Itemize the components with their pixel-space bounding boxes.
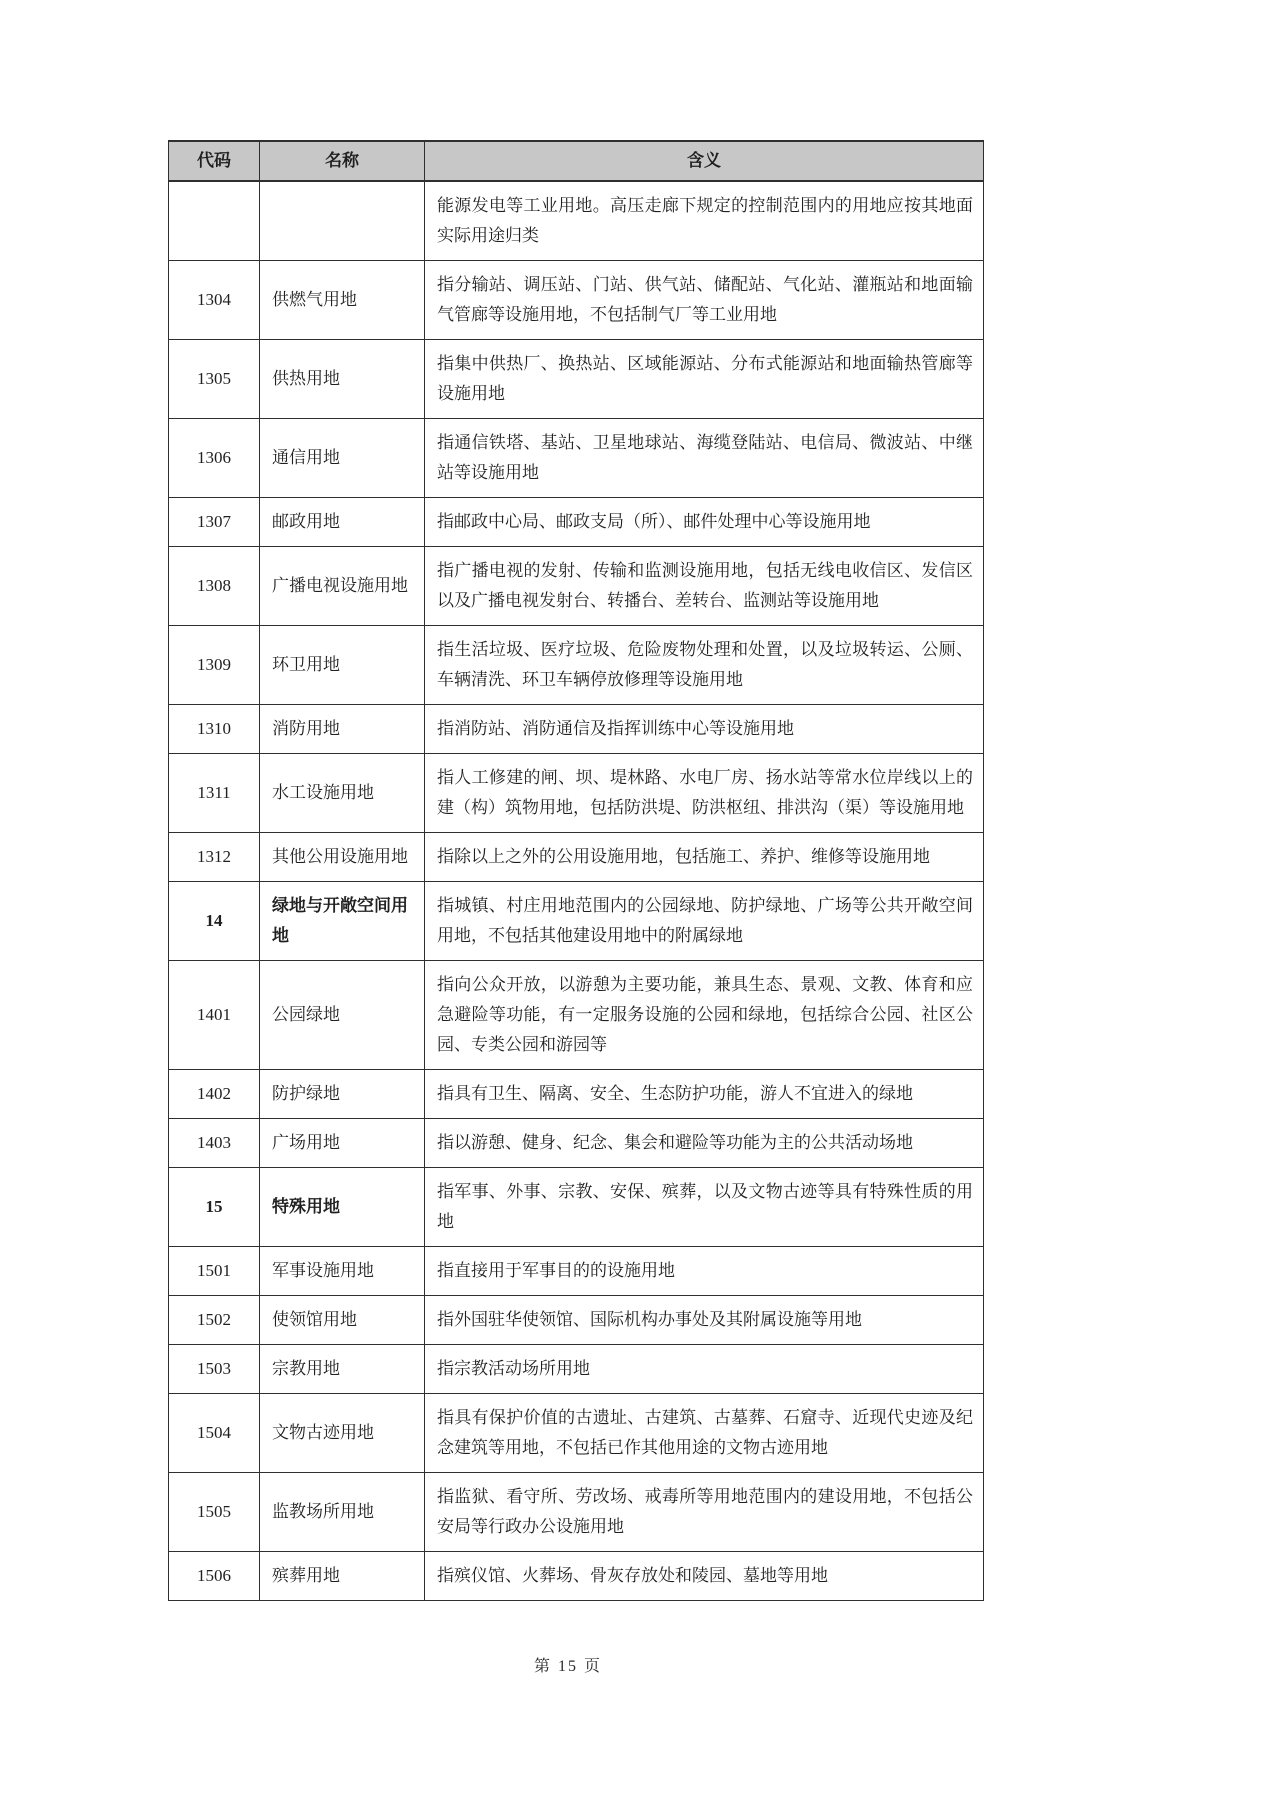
table-row bbox=[169, 961, 984, 1070]
meaning-cell: 指直接用于军事目的的设施用地 bbox=[425, 1247, 984, 1296]
code-cell: 1403 bbox=[169, 1119, 260, 1168]
code-cell: 1310 bbox=[169, 705, 260, 754]
code-cell: 1305 bbox=[169, 340, 260, 419]
table-row bbox=[169, 498, 984, 547]
table-row bbox=[169, 1070, 984, 1119]
table-header bbox=[169, 141, 984, 181]
page-number-footer: 第 15 页 bbox=[533, 1658, 602, 1675]
table-row bbox=[169, 340, 984, 419]
name-cell: 消防用地 bbox=[260, 705, 425, 754]
code-cell: 1505 bbox=[169, 1473, 260, 1552]
meaning-cell: 指殡仪馆、火葬场、骨灰存放处和陵园、墓地等用地 bbox=[425, 1552, 984, 1601]
table-body bbox=[169, 181, 984, 1601]
meaning-cell: 指广播电视的发射、传输和监测设施用地，包括无线电收信区、发信区以及广播电视发射台、转播台、差转台、监测站等设施用地 bbox=[425, 547, 984, 626]
meaning-cell: 指军事、外事、宗教、安保、殡葬，以及文物古迹等具有特殊性质的用地 bbox=[425, 1168, 984, 1247]
name-cell: 供热用地 bbox=[260, 340, 425, 419]
table-row bbox=[169, 1247, 984, 1296]
name-cell: 通信用地 bbox=[260, 419, 425, 498]
code-cell bbox=[169, 181, 260, 261]
meaning-cell: 指通信铁塔、基站、卫星地球站、海缆登陆站、电信局、微波站、中继站等设施用地 bbox=[425, 419, 984, 498]
table-row bbox=[169, 1394, 984, 1473]
table-row bbox=[169, 754, 984, 833]
header-name: 名称 bbox=[260, 141, 425, 181]
code-cell: 15 bbox=[169, 1168, 260, 1247]
name-cell: 使领馆用地 bbox=[260, 1296, 425, 1345]
meaning-cell: 指城镇、村庄用地范围内的公园绿地、防护绿地、广场等公共开敞空间用地，不包括其他建设用地中的附属绿地 bbox=[425, 882, 984, 961]
name-cell bbox=[260, 181, 425, 261]
table-row bbox=[169, 181, 984, 261]
code-cell: 1308 bbox=[169, 547, 260, 626]
code-cell: 14 bbox=[169, 882, 260, 961]
name-cell: 防护绿地 bbox=[260, 1070, 425, 1119]
code-cell: 1504 bbox=[169, 1394, 260, 1473]
name-cell: 邮政用地 bbox=[260, 498, 425, 547]
document-content bbox=[168, 140, 973, 1676]
table-row bbox=[169, 833, 984, 882]
land-use-classification-table bbox=[168, 140, 984, 1601]
meaning-cell: 指以游憩、健身、纪念、集会和避险等功能为主的公共活动场地 bbox=[425, 1119, 984, 1168]
meaning-cell: 指生活垃圾、医疗垃圾、危险废物处理和处置，以及垃圾转运、公厕、车辆清洗、环卫车辆停放修理等设施用地 bbox=[425, 626, 984, 705]
name-cell: 水工设施用地 bbox=[260, 754, 425, 833]
name-cell: 环卫用地 bbox=[260, 626, 425, 705]
meaning-cell: 指向公众开放，以游憩为主要功能，兼具生态、景观、文教、体育和应急避险等功能，有一定服务设施的公园和绿地，包括综合公园、社区公园、专类公园和游园等 bbox=[425, 961, 984, 1070]
meaning-cell: 指人工修建的闸、坝、堤林路、水电厂房、扬水站等常水位岸线以上的建（构）筑物用地，包括防洪堤、防洪枢纽、排洪沟（渠）等设施用地 bbox=[425, 754, 984, 833]
name-cell: 军事设施用地 bbox=[260, 1247, 425, 1296]
code-cell: 1304 bbox=[169, 261, 260, 340]
table-row bbox=[169, 882, 984, 961]
name-cell: 供燃气用地 bbox=[260, 261, 425, 340]
table-row bbox=[169, 1345, 984, 1394]
code-cell: 1309 bbox=[169, 626, 260, 705]
name-cell: 文物古迹用地 bbox=[260, 1394, 425, 1473]
table-row bbox=[169, 419, 984, 498]
meaning-cell: 指具有保护价值的古遗址、古建筑、古墓葬、石窟寺、近现代史迹及纪念建筑等用地，不包括已作其他用途的文物古迹用地 bbox=[425, 1394, 984, 1473]
code-cell: 1307 bbox=[169, 498, 260, 547]
code-cell: 1502 bbox=[169, 1296, 260, 1345]
name-cell: 特殊用地 bbox=[260, 1168, 425, 1247]
code-cell: 1306 bbox=[169, 419, 260, 498]
table-row bbox=[169, 261, 984, 340]
code-cell: 1401 bbox=[169, 961, 260, 1070]
meaning-cell: 指除以上之外的公用设施用地，包括施工、养护、维修等设施用地 bbox=[425, 833, 984, 882]
meaning-cell: 指宗教活动场所用地 bbox=[425, 1345, 984, 1394]
meaning-cell: 指集中供热厂、换热站、区域能源站、分布式能源站和地面输热管廊等设施用地 bbox=[425, 340, 984, 419]
name-cell: 其他公用设施用地 bbox=[260, 833, 425, 882]
name-cell: 广播电视设施用地 bbox=[260, 547, 425, 626]
code-cell: 1501 bbox=[169, 1247, 260, 1296]
table-header-row bbox=[169, 141, 984, 181]
name-cell: 宗教用地 bbox=[260, 1345, 425, 1394]
table-row bbox=[169, 1296, 984, 1345]
header-meaning: 含义 bbox=[425, 141, 984, 181]
meaning-cell: 能源发电等工业用地。高压走廊下规定的控制范围内的用地应按其地面实际用途归类 bbox=[425, 181, 984, 261]
code-cell: 1402 bbox=[169, 1070, 260, 1119]
table-row bbox=[169, 1552, 984, 1601]
code-cell: 1503 bbox=[169, 1345, 260, 1394]
table-row bbox=[169, 1119, 984, 1168]
table-row bbox=[169, 705, 984, 754]
table-row bbox=[169, 1473, 984, 1552]
name-cell: 广场用地 bbox=[260, 1119, 425, 1168]
table-row bbox=[169, 1168, 984, 1247]
table-row bbox=[169, 547, 984, 626]
meaning-cell: 指分输站、调压站、门站、供气站、储配站、气化站、灌瓶站和地面输气管廊等设施用地，不包括制气厂等工业用地 bbox=[425, 261, 984, 340]
name-cell: 殡葬用地 bbox=[260, 1552, 425, 1601]
code-cell: 1506 bbox=[169, 1552, 260, 1601]
meaning-cell: 指消防站、消防通信及指挥训练中心等设施用地 bbox=[425, 705, 984, 754]
code-cell: 1311 bbox=[169, 754, 260, 833]
meaning-cell: 指监狱、看守所、劳改场、戒毒所等用地范围内的建设用地，不包括公安局等行政办公设施用地 bbox=[425, 1473, 984, 1552]
meaning-cell: 指具有卫生、隔离、安全、生态防护功能，游人不宜进入的绿地 bbox=[425, 1070, 984, 1119]
table-row bbox=[169, 626, 984, 705]
name-cell: 公园绿地 bbox=[260, 961, 425, 1070]
name-cell: 绿地与开敞空间用地 bbox=[260, 882, 425, 961]
code-cell: 1312 bbox=[169, 833, 260, 882]
meaning-cell: 指邮政中心局、邮政支局（所）、邮件处理中心等设施用地 bbox=[425, 498, 984, 547]
name-cell: 监教场所用地 bbox=[260, 1473, 425, 1552]
header-code: 代码 bbox=[169, 141, 260, 181]
meaning-cell: 指外国驻华使领馆、国际机构办事处及其附属设施等用地 bbox=[425, 1296, 984, 1345]
